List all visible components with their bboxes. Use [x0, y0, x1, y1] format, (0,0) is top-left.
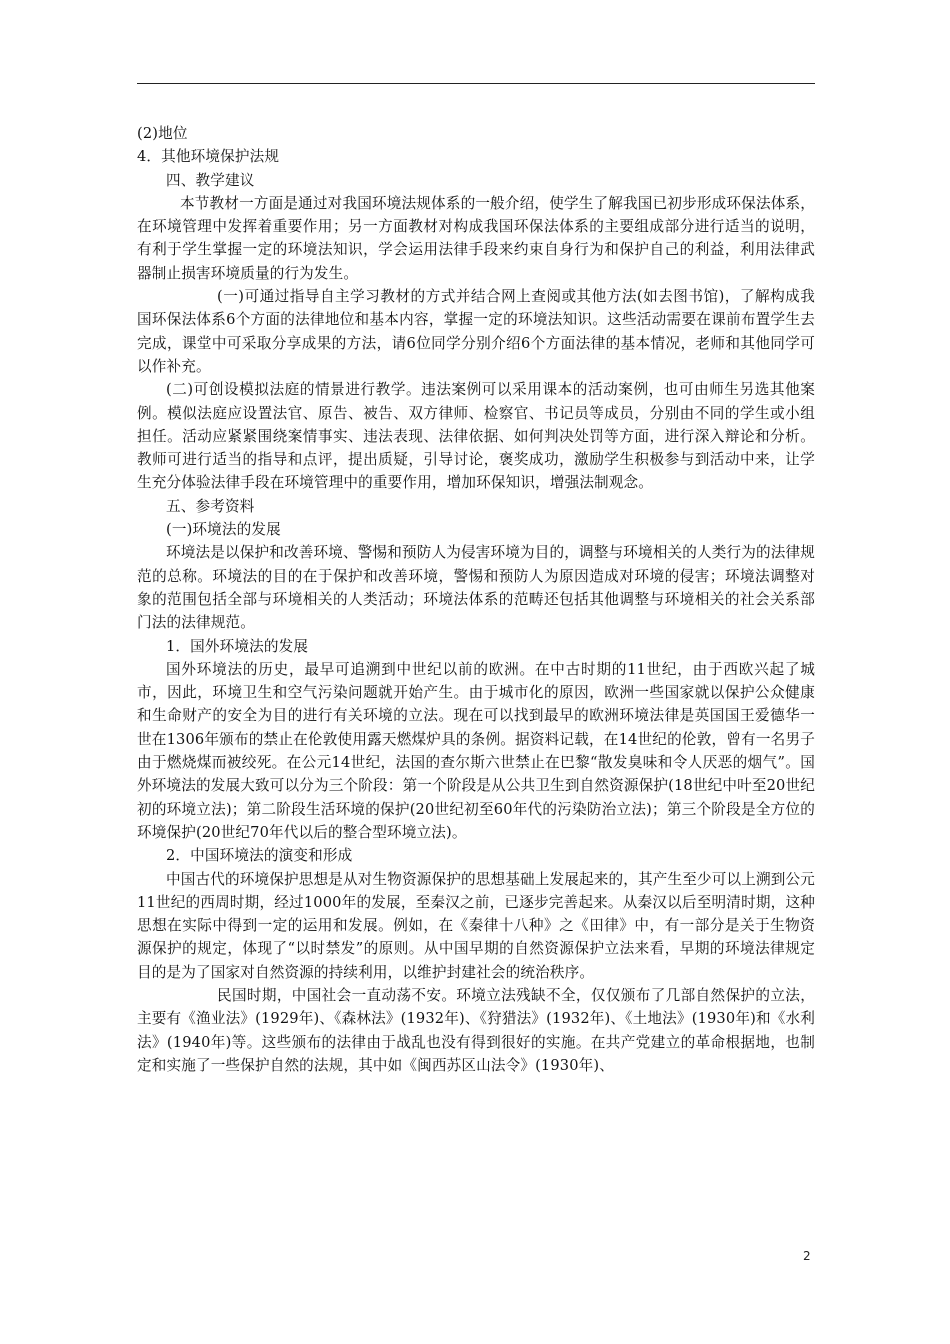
section-heading-references: 五、参考资料 [166, 497, 255, 515]
document-body [137, 122, 815, 1077]
subheading-china-env-law: 2．中国环境法的演变和形成 [166, 847, 353, 865]
paragraph-suggestion-2: (二)可创设模拟法庭的情景进行教学。违法案例可以采用课本的活动案例，也可由师生另选其他案例。模似法庭应设置法官、原告、被告、双方律师、检察官、书记员等成员，分别由不同的学生或小组担任。活动应紧紧围绕案情事实、违法表现、法律依据、如何判决处罚等方面，进行深入辩论和分析。教师可进行适当的指导和点评，提出质疑，引导讨论，褒奖成功，激励学生积极参与到活动中来，让学生充分体验法律手段在环境管理中的重要作用，增加环保知识，增强法制观念。 [137, 381, 815, 492]
paragraph-env-law-definition: 环境法是以保护和改善环境、警惕和预防人为侵害环境为目的，调整与环境相关的人类行为的法律规范的总称。环境法的目的在于保护和改善环境，警惕和预防人为原因造成对环境的侵害；环境法调整对象的范围包括全部与环境相关的人类活动；环境法体系的范畴还包括其他调整与环境相关的社会关系部门法的法律规范。 [137, 544, 815, 632]
paragraph-foreign-env-law: 国外环境法的历史，最早可追溯到中世纪以前的欧洲。在中古时期的11世纪，由于西欧兴起了城市，因此，环境卫生和空气污染问题就开始产生。由于城市化的原因，欧洲一些国家就以保护公众健康和生命财产的安全为目的进行有关环境的立法。现在可以找到最早的欧洲环境法律是英国国王爱德华一世在1306年颁布的禁止在伦敦使用露天燃煤炉具的条例。据资料记载，在14世纪的伦敦，曾有一名男子由于燃烧煤而被绞死。在公元14世纪，法国的查尔斯六世禁止在巴黎“散发臭味和令人厌恶的烟气”。国外环境法的发展大致可以分为三个阶段：第一个阶段是从公共卫生到自然资源保护(18世纪中叶至20世纪初的环境立法)；第二阶段生活环境的保护(20世纪初至60年代的污染防治立法)；第三个阶段是全方位的环境保护(20世纪70年代以后的整合型环境立法)。 [137, 660, 815, 841]
paragraph-suggestion-1: (一)可通过指导自主学习教材的方式并结合网上查阅或其他方法(如去图书馆)，了解构成我国环保法体系6个方面的法律地位和基本内容，掌握一定的环境法知识。这些活动需要在课前布置学生去完成，课堂中可采取分享成果的方法，请6位同学分别介绍6个方面法律的基本情况，老师和其他同学可以作补充。 [137, 288, 815, 375]
section-heading-teaching-suggestions: 四、教学建议 [166, 171, 255, 189]
paragraph-china-republic: 民国时期，中国社会一直动荡不安。环境立法残缺不全，仅仅颁布了几部自然保护的立法，主要有《渔业法》(1929年)、《森林法》(1932年)、《狩猎法》(1932年)、《土地法》(1930年)和《水利法》(1940年)等。这些颁布的法律由于战乱也没有得到很好的实施。在共产党建立的革命根据地，也制定和实施了一些保护自然的法规，其中如《闽西苏区山法令》(1930年)、 [137, 986, 815, 1074]
subheading-foreign-env-law: 1．国外环境法的发展 [166, 637, 309, 655]
subheading-status: (2)地位 [137, 125, 188, 142]
page-number: 2 [803, 1249, 811, 1263]
paragraph-china-ancient: 中国古代的环境保护思想是从对生物资源保护的思想基础上发展起来的，其产生至少可以上溯到公元11世纪的西周时期，经过1000年的发展，至秦汉之前，已逐步完善起来。从秦汉以后至明清时期，这种思想在实际中得到一定的运用和发展。例如，在《秦律十八种》之《田律》中，有一部分是关于生物资源保护的规定，体现了“以时禁发”的原则。从中国早期的自然资源保护立法来看，早期的环境法律规定目的是为了国家对自然资源的持续利用，以维护封建社会的统治秩序。 [137, 870, 815, 981]
heading-other-regulations: 4．其他环境保护法规 [137, 148, 280, 166]
header-rule [137, 83, 815, 84]
paragraph-intro: 本节教材一方面是通过对我国环境法规体系的一般介绍，使学生了解我国已初步形成环保法体系，在环境管理中发挥着重要作用；另一方面教材对构成我国环保法体系的主要组成部分进行适当的说明，有利于学生掌握一定的环境法知识，学会运用法律手段来约束自身行为和保护自己的利益，利用法律武器制止损害环境质量的行为发生。 [137, 194, 815, 282]
subheading-env-law-development: (一)环境法的发展 [166, 521, 281, 539]
